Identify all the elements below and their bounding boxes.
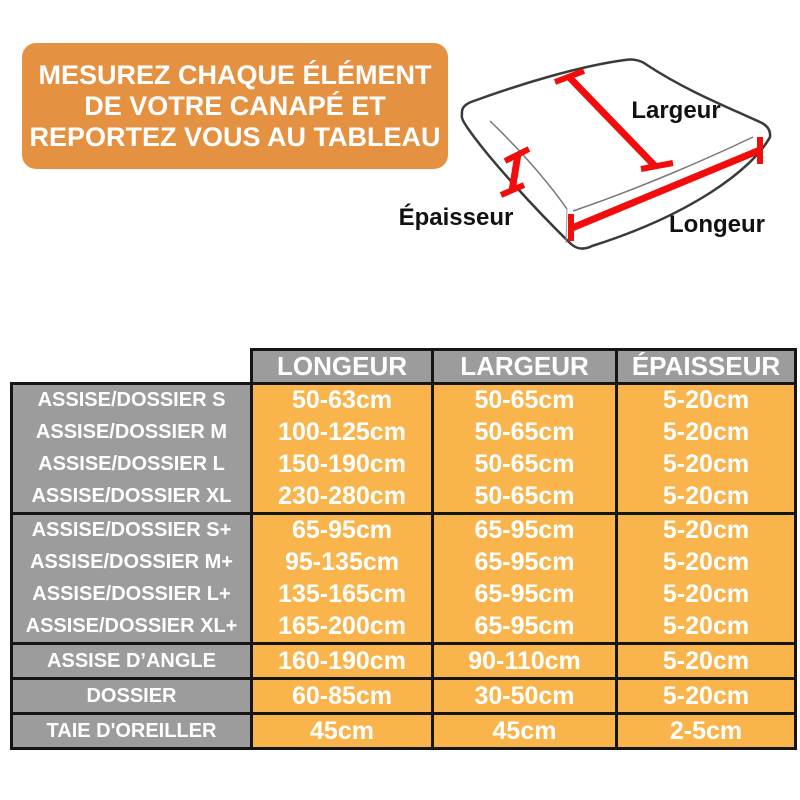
largeur-value: 50-65cm [474, 386, 575, 415]
measure-instruction-banner [22, 43, 448, 169]
table-header-row [12, 350, 796, 384]
row-label: ASSISE D’ANGLE [12, 644, 252, 679]
epaisseur-value-group [617, 384, 796, 514]
largeur-value: 30-50cm [433, 679, 617, 714]
row-label: ASSISE/DOSSIER S [37, 389, 226, 412]
longeur-value: 135-165cm [278, 579, 406, 608]
epaisseur-value: 5-20cm [662, 516, 750, 545]
row-label: ASSISE/DOSSIER L+ [32, 582, 231, 605]
row-label: ASSISE/DOSSIER M [35, 421, 228, 444]
epaisseur-value: 5-20cm [617, 644, 796, 679]
largeur-value: 65-95cm [474, 516, 575, 545]
row-label: ASSISE/DOSSIER L [38, 452, 225, 475]
epaisseur-value: 5-20cm [662, 449, 750, 478]
table-group-standard [12, 384, 796, 514]
longeur-value: 95-135cm [285, 548, 399, 577]
largeur-value: 50-65cm [474, 449, 575, 478]
row-label: TAIE D'OREILLER [12, 714, 252, 749]
longeur-value: 230-280cm [278, 481, 406, 510]
banner-line-3: REPORTEZ VOUS AU TABLEAU [29, 121, 441, 152]
epaisseur-value: 5-20cm [662, 548, 750, 577]
largeur-value-group [433, 384, 617, 514]
row-label-group [12, 384, 252, 514]
longeur-value: 160-190cm [252, 644, 433, 679]
largeur-value: 50-65cm [474, 418, 575, 447]
epaisseur-value: 5-20cm [662, 579, 750, 608]
largeur-value: 90-110cm [433, 644, 617, 679]
epaisseur-value: 5-20cm [617, 679, 796, 714]
largeur-value-group [433, 514, 617, 644]
row-label: ASSISE/DOSSIER XL [31, 484, 232, 507]
longeur-value: 45cm [252, 714, 433, 749]
epaisseur-value: 5-20cm [662, 418, 750, 447]
column-header-largeur: LARGEUR [433, 350, 617, 384]
longeur-value: 165-200cm [278, 611, 406, 640]
longeur-value: 60-85cm [252, 679, 433, 714]
largeur-value: 50-65cm [474, 481, 575, 510]
longeur-value: 150-190cm [278, 449, 406, 478]
row-label: ASSISE/DOSSIER M+ [30, 551, 233, 574]
epaisseur-value: 5-20cm [662, 611, 750, 640]
largeur-value: 65-95cm [474, 579, 575, 608]
longeur-value: 100-125cm [278, 418, 406, 447]
column-header-epaisseur: ÉPAISSEUR [617, 350, 796, 384]
epaisseur-value: 5-20cm [662, 481, 750, 510]
table-row-dossier [12, 679, 796, 714]
epaisseur-value: 2-5cm [617, 714, 796, 749]
epaisseur-value: 5-20cm [662, 386, 750, 415]
row-label: ASSISE/DOSSIER XL+ [25, 614, 238, 637]
table-group-plus [12, 514, 796, 644]
row-label-group [12, 514, 252, 644]
longeur-label: Longeur [669, 211, 765, 238]
banner-line-1: MESUREZ CHAQUE ÉLÉMENT [38, 59, 432, 90]
size-table [10, 348, 797, 750]
column-header-longeur: LONGEUR [252, 350, 433, 384]
table-header-spacer [12, 350, 252, 384]
largeur-label: Largeur [631, 97, 721, 124]
largeur-value: 65-95cm [474, 611, 575, 640]
epaisseur-label: Épaisseur [398, 204, 514, 231]
largeur-value: 45cm [433, 714, 617, 749]
longeur-value: 50-63cm [291, 386, 393, 415]
row-label: DOSSIER [12, 679, 252, 714]
banner-line-2: DE VOTRE CANAPÉ ET [84, 90, 386, 121]
row-label: ASSISE/DOSSIER S+ [31, 519, 232, 542]
longeur-value-group [252, 384, 433, 514]
table-row-taie-oreiller [12, 714, 796, 749]
longeur-value-group [252, 514, 433, 644]
table-row-assise-angle [12, 644, 796, 679]
epaisseur-value-group [617, 514, 796, 644]
largeur-value: 65-95cm [474, 548, 575, 577]
longeur-value: 65-95cm [291, 516, 393, 545]
